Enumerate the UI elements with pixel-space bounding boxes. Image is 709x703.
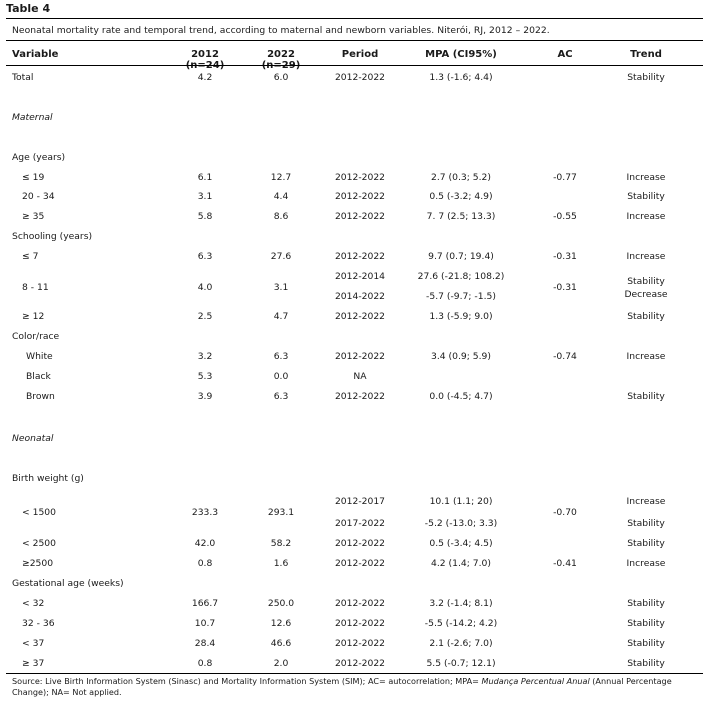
cell-trend: Increase <box>626 558 666 569</box>
cell-2012: 6.3 <box>197 251 213 262</box>
cell-2012: 10.7 <box>194 618 216 629</box>
cell-mpa: 2.7 (0.3; 5.2) <box>431 172 491 183</box>
row-variable: ≥2500 <box>22 558 54 569</box>
cell-mpa: 2.1 (-2.6; 7.0) <box>429 638 493 649</box>
cell-2022: 58.2 <box>270 538 292 549</box>
cell-2012: 0.8 <box>197 558 213 569</box>
footnote-italic: Mudança Percentual Anual <box>481 676 590 686</box>
cell-mpa: 5.5 (-0.7; 12.1) <box>426 658 496 669</box>
header-mpa: MPA (CI95%) <box>425 49 497 60</box>
row-variable: < 32 <box>22 598 45 609</box>
cell-ac: -0.55 <box>553 211 577 222</box>
header-2022: 2022 (n=29) <box>261 49 301 71</box>
cell-period: 2012-2022 <box>334 658 386 669</box>
cell-2022: 46.6 <box>270 638 292 649</box>
cell-2022: 6.3 <box>273 391 289 402</box>
header-variable: Variable <box>12 49 59 60</box>
cell-period: 2012-2022 <box>334 72 386 83</box>
row-variable: Black <box>26 371 51 382</box>
cell-period: 2012-2022 <box>334 351 386 362</box>
cell-trend: Stability <box>627 598 665 609</box>
cell-mpa: -5.7 (-9.7; -1.5) <box>426 291 496 302</box>
cell-trend: Increase <box>626 351 666 362</box>
header-2012: 2012 (n=24) <box>185 49 225 71</box>
cell-2012: 6.1 <box>197 172 213 183</box>
row-variable: ≤ 7 <box>22 251 39 262</box>
cell-mpa: 27.6 (-21.8; 108.2) <box>417 271 505 282</box>
cell-2012: 42.0 <box>194 538 216 549</box>
cell-2022: 293.1 <box>267 507 295 518</box>
cell-period: 2012-2022 <box>334 638 386 649</box>
cell-ac: -0.31 <box>553 282 577 293</box>
caption-top-rule <box>6 18 703 19</box>
cell-trend: Decrease <box>624 289 668 300</box>
cell-trend: Stability <box>627 638 665 649</box>
cell-2012: 3.9 <box>197 391 213 402</box>
cell-ac: -0.74 <box>553 351 577 362</box>
cell-ac: -0.31 <box>553 251 577 262</box>
cell-2022: 3.1 <box>273 282 289 293</box>
cell-2012: 166.7 <box>191 598 219 609</box>
row-variable: ≥ 35 <box>22 211 45 222</box>
cell-trend: Increase <box>626 172 666 183</box>
cell-period: 2012-2022 <box>334 251 386 262</box>
cell-2012: 233.3 <box>191 507 219 518</box>
row-variable: Age (years) <box>12 152 66 163</box>
section-heading: Maternal <box>12 112 53 123</box>
row-variable: 32 - 36 <box>22 618 55 629</box>
cell-2012: 4.2 <box>197 72 213 83</box>
cell-trend: Stability <box>627 391 665 402</box>
cell-mpa: 3.4 (0.9; 5.9) <box>431 351 491 362</box>
footnote-part-2: (Annual Percentage Change); NA= Not applied. <box>12 676 672 697</box>
row-variable: Total <box>12 72 34 83</box>
cell-trend: Stability <box>627 311 665 322</box>
cell-mpa: 1.3 (-5.9; 9.0) <box>429 311 493 322</box>
footnote-part-1: Source: Live Birth Information System (Sinasc) and Mortality Information System (SIM); AC= autocorrelation; MPA= <box>12 676 482 686</box>
cell-2022: 4.7 <box>273 311 289 322</box>
row-variable: ≥ 37 <box>22 658 45 669</box>
row-variable: < 2500 <box>22 538 57 549</box>
header-period: Period <box>341 49 379 60</box>
cell-period: 2012-2022 <box>334 558 386 569</box>
cell-period: 2012-2022 <box>334 598 386 609</box>
cell-2012: 4.0 <box>197 282 213 293</box>
cell-2012: 3.2 <box>197 351 213 362</box>
cell-2022: 12.7 <box>270 172 292 183</box>
row-variable: < 1500 <box>22 507 57 518</box>
cell-period: 2012-2022 <box>334 538 386 549</box>
cell-2022: 27.6 <box>270 251 292 262</box>
cell-mpa: 7. 7 (2.5; 13.3) <box>426 211 496 222</box>
cell-2022: 6.0 <box>273 72 289 83</box>
cell-mpa: 0.0 (-4.5; 4.7) <box>429 391 493 402</box>
cell-trend: Increase <box>626 496 666 507</box>
cell-2022: 2.0 <box>273 658 289 669</box>
cell-mpa: 10.1 (1.1; 20) <box>429 496 493 507</box>
cell-2022: 250.0 <box>267 598 295 609</box>
cell-period: 2012-2022 <box>334 618 386 629</box>
header-trend: Trend <box>630 49 662 60</box>
row-variable: Birth weight (g) <box>12 473 84 484</box>
cell-trend: Increase <box>626 251 666 262</box>
cell-2022: 8.6 <box>273 211 289 222</box>
cell-2012: 5.3 <box>197 371 213 382</box>
cell-mpa: 0.5 (-3.2; 4.9) <box>429 191 493 202</box>
table-label: Table 4 <box>6 2 51 15</box>
header-ac: AC <box>557 49 573 60</box>
cell-mpa: 0.5 (-3.4; 4.5) <box>429 538 493 549</box>
header-top-rule <box>6 40 703 41</box>
cell-2012: 28.4 <box>194 638 216 649</box>
cell-mpa: 4.2 (1.4; 7.0) <box>431 558 491 569</box>
cell-mpa: -5.2 (-13.0; 3.3) <box>424 518 498 529</box>
cell-mpa: -5.5 (-14.2; 4.2) <box>424 618 498 629</box>
row-variable: ≥ 12 <box>22 311 45 322</box>
cell-period: 2012-2022 <box>334 391 386 402</box>
cell-mpa: 1.3 (-1.6; 4.4) <box>429 72 493 83</box>
cell-ac: -0.70 <box>553 507 577 518</box>
row-variable: 20 - 34 <box>22 191 55 202</box>
cell-2012: 2.5 <box>197 311 213 322</box>
row-variable: < 37 <box>22 638 45 649</box>
row-variable: Brown <box>26 391 55 402</box>
row-variable: Color/race <box>12 331 60 342</box>
cell-period: 2012-2022 <box>334 172 386 183</box>
table-bottom-rule <box>6 673 703 674</box>
cell-period: 2012-2022 <box>334 211 386 222</box>
cell-2022: 6.3 <box>273 351 289 362</box>
cell-period: NA <box>353 371 367 382</box>
cell-period: 2012-2014 <box>334 271 386 282</box>
cell-period: 2014-2022 <box>334 291 386 302</box>
cell-period: 2012-2022 <box>334 311 386 322</box>
cell-period: 2012-2017 <box>334 496 386 507</box>
cell-mpa: 9.7 (0.7; 19.4) <box>428 251 494 262</box>
cell-2012: 0.8 <box>197 658 213 669</box>
cell-2022: 1.6 <box>273 558 289 569</box>
cell-ac: -0.77 <box>553 172 577 183</box>
cell-trend: Stability <box>627 276 665 287</box>
cell-period: 2017-2022 <box>334 518 386 529</box>
row-variable: 8 - 11 <box>22 282 49 293</box>
cell-2022: 0.0 <box>273 371 289 382</box>
cell-trend: Stability <box>627 72 665 83</box>
cell-2022: 4.4 <box>273 191 289 202</box>
cell-trend: Stability <box>627 618 665 629</box>
cell-trend: Stability <box>627 191 665 202</box>
cell-2012: 3.1 <box>197 191 213 202</box>
table-caption: Neonatal mortality rate and temporal trend, according to maternal and newborn variables. Niterói, RJ, 2012 – 2022. <box>12 25 550 36</box>
cell-2022: 12.6 <box>270 618 292 629</box>
header-bottom-rule <box>6 65 703 66</box>
cell-trend: Stability <box>627 658 665 669</box>
row-variable: White <box>26 351 53 362</box>
cell-trend: Stability <box>627 518 665 529</box>
row-variable: Schooling (years) <box>12 231 93 242</box>
cell-ac: -0.41 <box>553 558 577 569</box>
cell-trend: Increase <box>626 211 666 222</box>
cell-trend: Stability <box>627 538 665 549</box>
cell-mpa: 3.2 (-1.4; 8.1) <box>429 598 493 609</box>
section-heading: Neonatal <box>12 433 54 444</box>
cell-period: 2012-2022 <box>334 191 386 202</box>
row-variable: Gestational age (weeks) <box>12 578 124 589</box>
cell-2012: 5.8 <box>197 211 213 222</box>
row-variable: ≤ 19 <box>22 172 45 183</box>
table-footnote <box>12 676 702 698</box>
